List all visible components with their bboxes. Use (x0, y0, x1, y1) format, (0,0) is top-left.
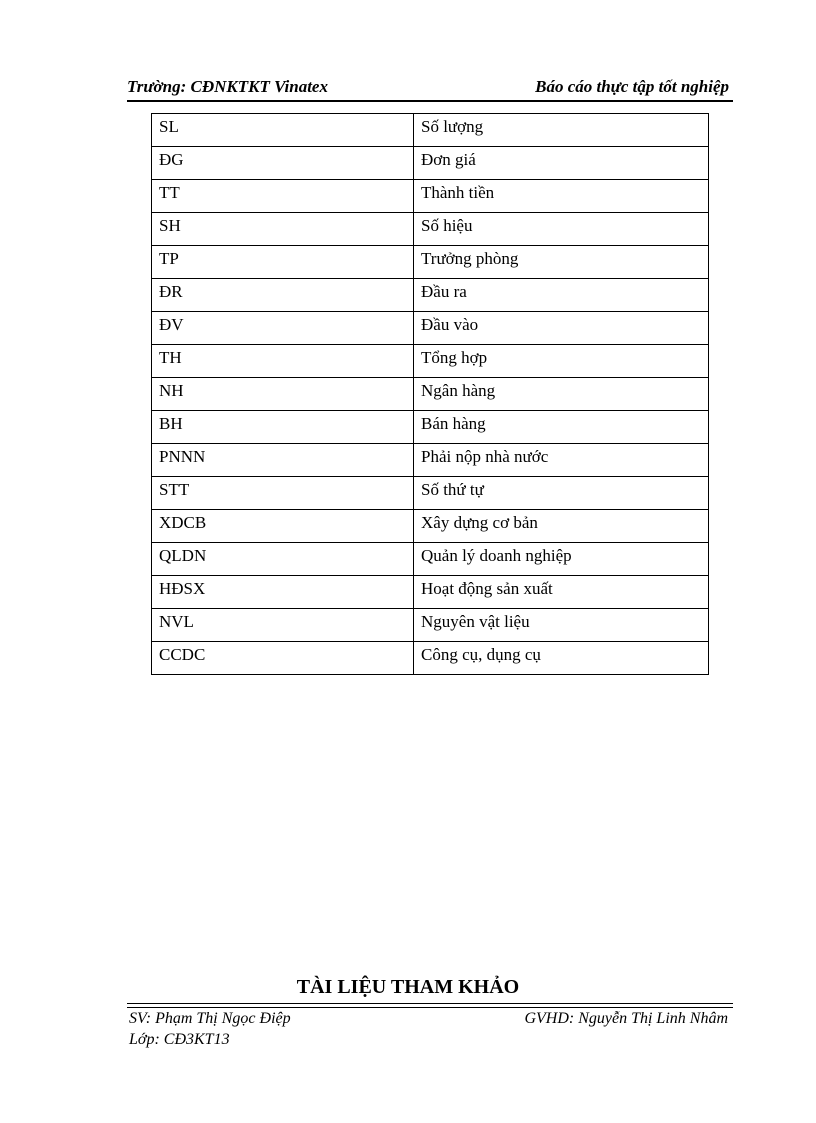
abbreviation-meaning: Nguyên vật liệu (414, 609, 709, 642)
table-row (152, 444, 709, 477)
abbreviation-code: SH (152, 213, 414, 246)
table-row (152, 279, 709, 312)
abbreviation-code: NH (152, 378, 414, 411)
table-row (152, 609, 709, 642)
table-row (152, 477, 709, 510)
abbreviation-meaning: Số thứ tự (414, 477, 709, 510)
table-row (152, 411, 709, 444)
table-row (152, 180, 709, 213)
abbreviation-code: ĐG (152, 147, 414, 180)
abbreviation-meaning: Quản lý doanh nghiệp (414, 543, 709, 576)
abbreviation-meaning: Thành tiền (414, 180, 709, 213)
abbreviation-code: CCDC (152, 642, 414, 675)
abbreviation-code: NVL (152, 609, 414, 642)
abbreviation-table-body (152, 114, 709, 675)
abbreviation-meaning: Ngân hàng (414, 378, 709, 411)
header-report-title: Báo cáo thực tập tốt nghiệp (535, 77, 729, 96)
page-header (127, 76, 733, 102)
footer-class: Lớp: CĐ3KT13 (129, 1031, 230, 1048)
abbreviation-meaning: Đơn giá (414, 147, 709, 180)
abbreviation-code: HĐSX (152, 576, 414, 609)
table-row (152, 543, 709, 576)
abbreviation-table (151, 113, 709, 675)
table-row (152, 312, 709, 345)
abbreviation-meaning: Xây dựng cơ bản (414, 510, 709, 543)
references-title: TÀI LIỆU THAM KHẢO (296, 976, 520, 998)
abbreviation-meaning: Số hiệu (414, 213, 709, 246)
table-row (152, 114, 709, 147)
abbreviation-code: ĐV (152, 312, 414, 345)
abbreviation-code: TP (152, 246, 414, 279)
table-row (152, 147, 709, 180)
abbreviation-meaning: Đầu ra (414, 279, 709, 312)
table-row (152, 345, 709, 378)
abbreviation-code: STT (152, 477, 414, 510)
abbreviation-meaning: Phải nộp nhà nước (414, 444, 709, 477)
abbreviation-code: XDCB (152, 510, 414, 543)
abbreviation-meaning: Bán hàng (414, 411, 709, 444)
abbreviation-code: TT (152, 180, 414, 213)
table-row (152, 642, 709, 675)
abbreviation-code: PNNN (152, 444, 414, 477)
abbreviation-meaning: Tổng hợp (414, 345, 709, 378)
abbreviation-code: TH (152, 345, 414, 378)
table-row (152, 576, 709, 609)
abbreviation-code: SL (152, 114, 414, 147)
footer-student: SV: Phạm Thị Ngọc Điệp (129, 1010, 291, 1027)
abbreviation-code: QLDN (152, 543, 414, 576)
abbreviation-code: BH (152, 411, 414, 444)
footer-advisor: GVHD: Nguyễn Thị Linh Nhâm (524, 1010, 728, 1027)
abbreviation-meaning: Đầu vào (414, 312, 709, 345)
table-row (152, 510, 709, 543)
abbreviation-meaning: Trưởng phòng (414, 246, 709, 279)
abbreviation-code: ĐR (152, 279, 414, 312)
abbreviation-meaning: Hoạt động sản xuất (414, 576, 709, 609)
table-row (152, 378, 709, 411)
table-row (152, 213, 709, 246)
abbreviation-meaning: Công cụ, dụng cụ (414, 642, 709, 675)
abbreviation-meaning: Số lượng (414, 114, 709, 147)
table-row (152, 246, 709, 279)
header-school: Trường: CĐNKTKT Vinatex (127, 77, 328, 96)
